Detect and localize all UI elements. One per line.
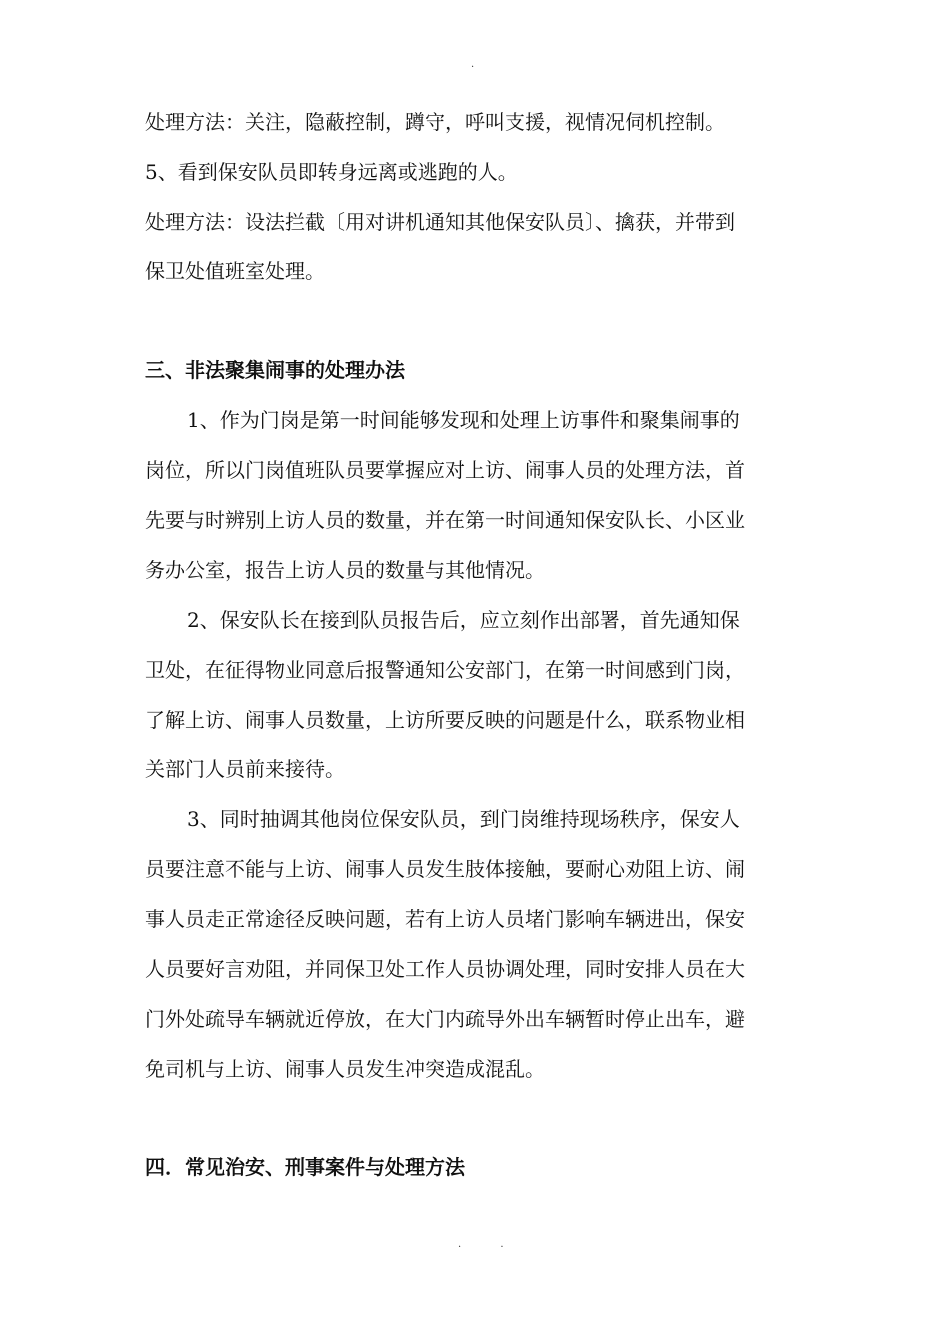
section-heading: 三、非法聚集闹事的处理办法 [145, 358, 405, 382]
section-heading: 四．常见治安、刑事案件与处理方法 [145, 1155, 465, 1179]
paragraph-line: 关部门人员前来接待。 [145, 757, 345, 781]
paragraph-line: 处理方法：设法拦截〔用对讲机通知其他保安队员〕、擒获，并带到 [145, 210, 735, 234]
paragraph-line: 人员要好言劝阻，并同保卫处工作人员协调处理，同时安排人员在大 [145, 957, 745, 981]
paragraph-line: 免司机与上访、闹事人员发生冲突造成混乱。 [145, 1057, 545, 1081]
paragraph-line: 卫处，在征得物业同意后报警通知公安部门，在第一时间感到门岗， [145, 658, 745, 682]
paragraph-line: 门外处疏导车辆就近停放，在大门内疏导外出车辆暂时停止出车，避 [145, 1007, 745, 1031]
header-mark: . [471, 59, 475, 70]
paragraph-line: 岗位，所以门岗值班队员要掌握应对上访、闹事人员的处理方法，首 [145, 458, 745, 482]
paragraph-line: 务办公室，报告上访人员的数量与其他情况。 [145, 558, 545, 582]
paragraph-line: 5、看到保安队员即转身远离或逃跑的人。 [145, 160, 518, 184]
footer-mark: . . [458, 1239, 522, 1250]
paragraph-line: 保卫处值班室处理。 [145, 259, 325, 283]
paragraph-line: 处理方法：关注，隐蔽控制，蹲守，呼叫支援，视情况伺机控制。 [145, 110, 725, 134]
paragraph-line: 3、同时抽调其他岗位保安队员，到门岗维持现场秩序，保安人 [187, 807, 740, 831]
paragraph-line: 事人员走正常途径反映问题，若有上访人员堵门影响车辆进出，保安 [145, 907, 745, 931]
paragraph-line: 员要注意不能与上访、闹事人员发生肢体接触，要耐心劝阻上访、闹 [145, 857, 745, 881]
paragraph-line: 2、保安队长在接到队员报告后，应立刻作出部署，首先通知保 [187, 608, 740, 632]
paragraph-line: 1、作为门岗是第一时间能够发现和处理上访事件和聚集闹事的 [187, 408, 740, 432]
paragraph-line: 先要与时辨别上访人员的数量，并在第一时间通知保安队长、小区业 [145, 508, 745, 532]
paragraph-line: 了解上访、闹事人员数量，上访所要反映的问题是什么，联系物业相 [145, 708, 745, 732]
